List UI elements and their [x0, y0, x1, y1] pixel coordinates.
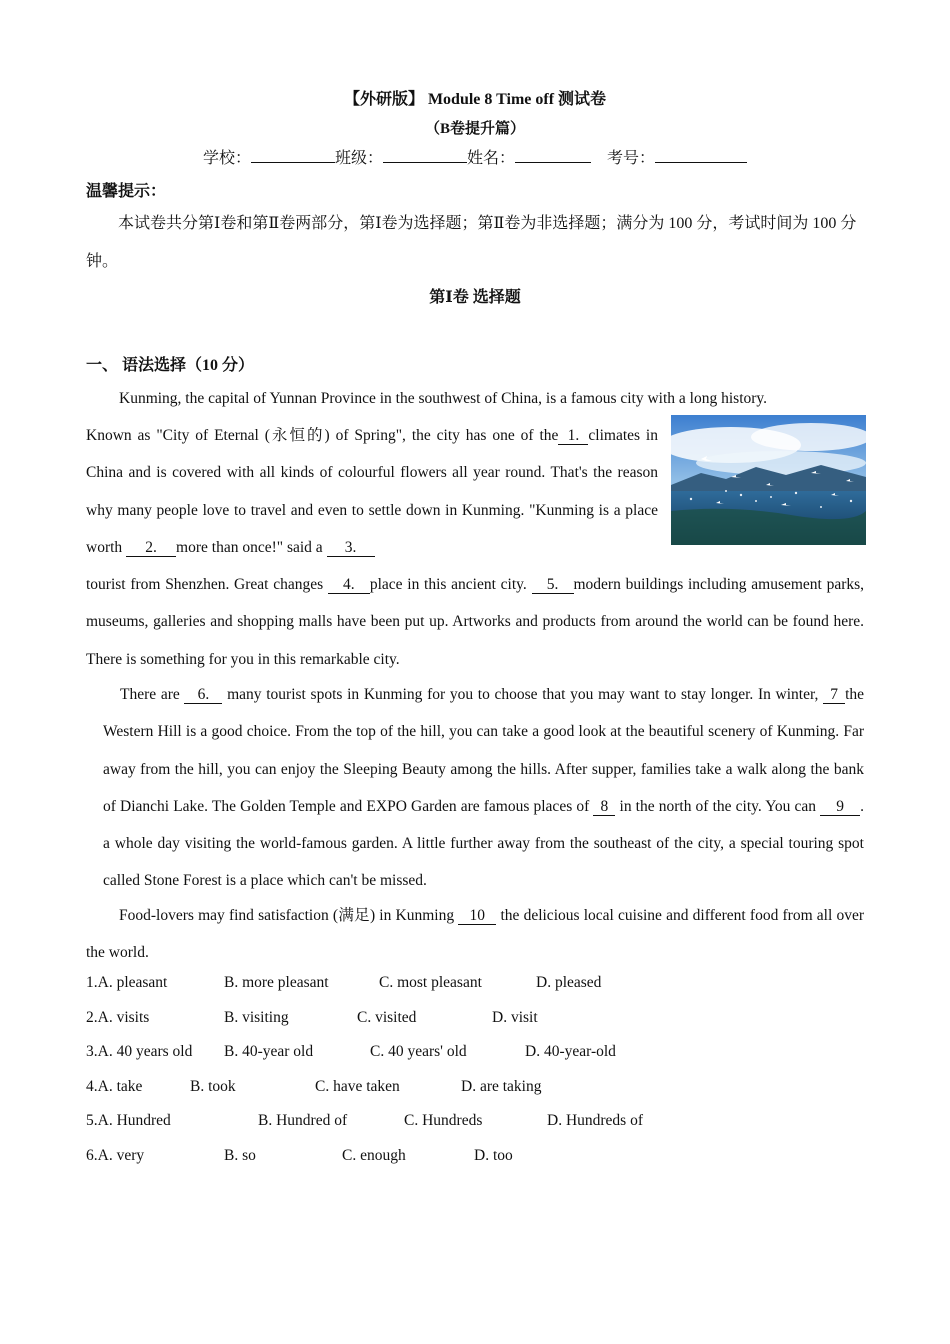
exam-title: 【外研版】 Module 8 Time off 测试卷 [343, 91, 607, 108]
option-a[interactable]: 2.A. visits [86, 1008, 150, 1026]
text-run: . a whole day visiting the world-famous garden. A little further away from the southeast of the city, a special touring spot called Stone Forest is a place which can't be missed. [103, 797, 865, 890]
passage-p3 [86, 897, 864, 972]
option-b[interactable]: B. 40-year old [224, 1043, 314, 1060]
text-run: many tourist spots in Kunming for you to choose that you may want to stay longer. In winter, [227, 686, 819, 703]
option-c[interactable]: C. most pleasant [379, 974, 482, 991]
option-b[interactable]: B. took [190, 1077, 236, 1095]
exam-no-label: 考号： [607, 150, 656, 167]
option-c[interactable]: C. enough [342, 1146, 406, 1164]
blank-4: 4. [328, 577, 370, 594]
tips-title: 温馨提示： [86, 183, 167, 200]
option-c[interactable]: C. have taken [315, 1077, 400, 1095]
name-label: 姓名： [467, 150, 516, 167]
text-run: modern buildings including amusement parks, museums, galleries and shopping malls have been put up. Artworks and products from around the world can be found here. There is something for you in this remarkable city. [86, 576, 865, 668]
option-b[interactable]: B. more pleasant [224, 974, 329, 991]
text-run: more than once!" said a [176, 538, 323, 556]
option-b[interactable]: B. visiting [224, 1008, 289, 1026]
passage-p2 [103, 676, 864, 900]
option-d[interactable]: D. are taking [461, 1077, 542, 1095]
option-a[interactable]: 3.A. 40 years old [86, 1043, 193, 1060]
blank-7: 7 [823, 687, 845, 704]
option-a[interactable]: 6.A. very [86, 1146, 145, 1164]
text-run: climates in China and is covered with all kinds of colourful flowers all year round. That's the reason why many people love to travel and even to settle down in Kunming. "Kunming is a place worth [86, 427, 658, 556]
text-run: Known as "City of Eternal (永恒的) of Spring", the city has one of the [86, 427, 559, 444]
kunming-photo [671, 415, 866, 545]
option-d[interactable]: D. too [474, 1146, 513, 1164]
text-run: the delicious local cuisine and different food from all over the world. [86, 907, 865, 962]
option-a[interactable]: 5.A. Hundred [86, 1112, 171, 1129]
section-title: 一、 语法选择（10 分） [86, 357, 255, 374]
text-run: place in this ancient city. [369, 576, 527, 593]
passage-p1-wrapped [86, 417, 658, 566]
text-run: in the north of the city. You can [619, 797, 817, 815]
option-b[interactable]: B. so [224, 1146, 256, 1164]
blank-2: 2. [126, 540, 176, 557]
text-run: Food-lovers may find satisfaction (满足) in Kunming [119, 907, 455, 924]
exam-no-blank [655, 146, 747, 163]
class-label: 班级： [334, 150, 383, 167]
option-d[interactable]: D. 40-year-old [525, 1043, 616, 1060]
blank-6: 6. [184, 687, 222, 704]
option-c[interactable]: C. Hundreds [404, 1112, 483, 1129]
blank-5: 5. [532, 577, 574, 594]
blank-1: 1. [558, 428, 588, 445]
option-d[interactable]: D. Hundreds of [547, 1112, 643, 1129]
class-blank [383, 146, 467, 163]
option-d[interactable]: D. visit [492, 1008, 538, 1026]
tips-body: 本试卷共分第Ⅰ卷和第Ⅱ卷两部分，第Ⅰ卷为选择题；第Ⅱ卷为非选择题；满分为 100 分，考试时间为 100 分钟。 [86, 215, 857, 270]
option-d[interactable]: D. pleased [536, 974, 602, 991]
text-run: tourist from Shenzhen. Great changes [86, 576, 324, 593]
student-info-line [0, 145, 950, 168]
text-run: There are [120, 686, 180, 703]
part1-title: 第Ⅰ卷 选择题 [429, 289, 521, 306]
blank-10: 10 [458, 908, 496, 925]
passage-line-1: Kunming, the capital of Yunnan Province in the southwest of China, is a famous city with a long history. [119, 390, 768, 407]
exam-subtitle: （B卷提升篇） [424, 121, 525, 137]
passage-p1-rest [86, 566, 864, 678]
blank-8: 8 [593, 799, 615, 816]
school-label: 学校： [202, 150, 251, 167]
text-run: the Western Hill is a good choice. From the top of the hill, you can take a good look at the beautiful scenery of Kunming. Far away from the hill, you can enjoy the Sleeping Beauty among the hills. After supper, families take a walk along the bank of Dianchi Lake. The Golden Temple and EXPO Garden are famous places of [103, 686, 865, 815]
option-c[interactable]: C. visited [357, 1008, 417, 1026]
school-blank [251, 146, 335, 163]
option-c[interactable]: C. 40 years' old [370, 1043, 467, 1060]
name-blank [515, 146, 591, 163]
blank-9: 9 [820, 799, 860, 816]
option-a[interactable]: 1.A. pleasant [86, 974, 168, 991]
blank-3: 3. [327, 540, 375, 557]
option-b[interactable]: B. Hundred of [258, 1112, 348, 1129]
option-a[interactable]: 4.A. take [86, 1077, 143, 1095]
